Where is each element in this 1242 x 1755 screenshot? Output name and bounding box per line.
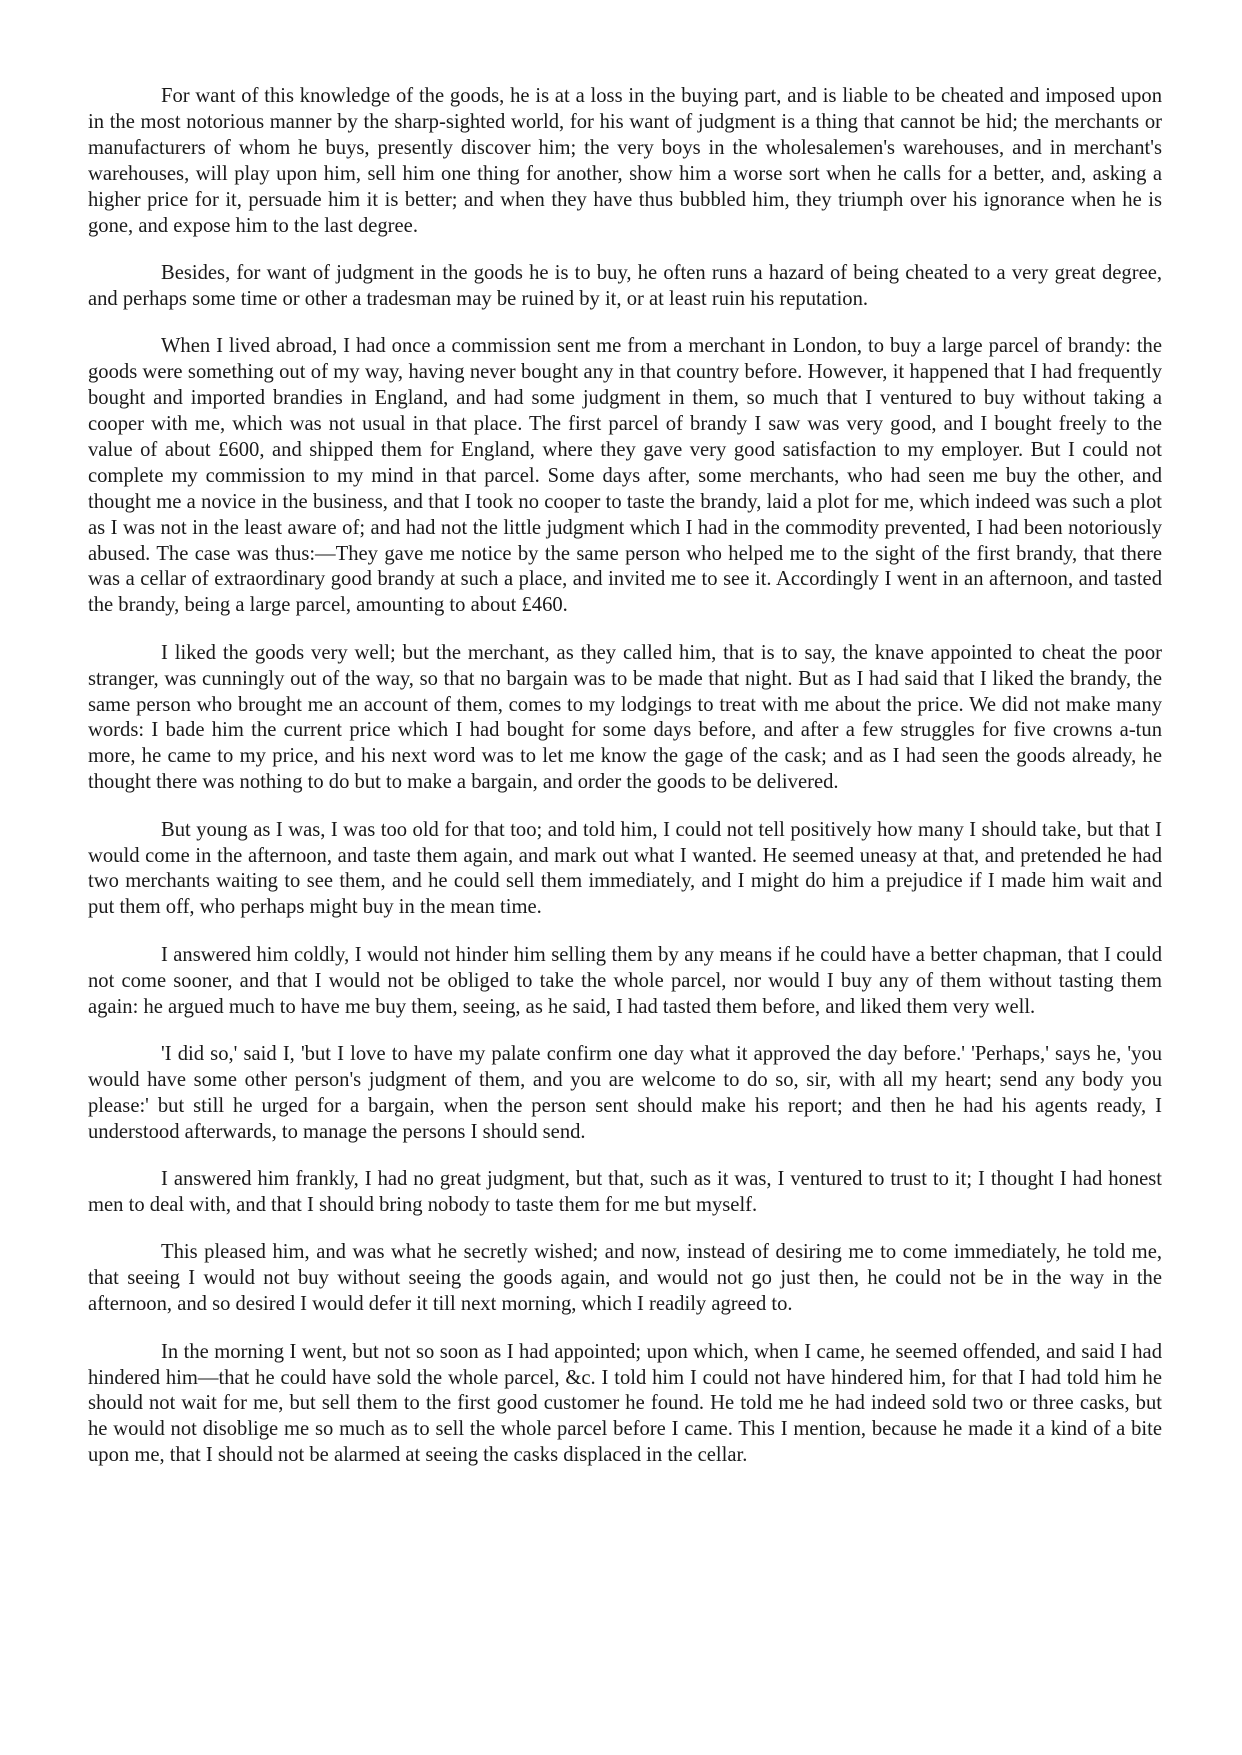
document-page	[88, 84, 1162, 1491]
paragraph-5: But young as I was, I was too old for that too; and told him, I could not tell positively how many I should take, but that I would come in the afternoon, and taste them again, and mark out what I wanted. He seemed uneasy at that, and pretended he had two merchants waiting to see them, and he could sell them immediately, and I might do him a prejudice if I made him wait and put them off, who perhaps might buy in the mean time.	[88, 818, 1162, 919]
paragraph-9: This pleased him, and was what he secretly wished; and now, instead of desiring me to come immediately, he told me, that seeing I would not buy without seeing the goods again, and would not go just then, he could not be in the way in the afternoon, and so desired I would defer it till next morning, which I readily agreed to.	[88, 1241, 1162, 1316]
paragraph-10: In the morning I went, but not so soon as I had appointed; upon which, when I came, he seemed offended, and said I had hindered him—that he could have sold the whole parcel, &c. I told him I could not have hindered him, for that I had told him he should not wait for me, but sell them to the first good customer he found. He told me he had indeed sold two or three casks, but he would not disoblige me so much as to sell the whole parcel before I came. This I mention, because he made it a kind of a bite upon me, that I should not be alarmed at seeing the casks displaced in the cellar.	[88, 1340, 1162, 1467]
paragraph-3: When I lived abroad, I had once a commission sent me from a merchant in London, to buy a large parcel of brandy: the goods were something out of my way, having never bought any in that country before. However, it happened that I had frequently bought and imported brandies in England, and had some judgment in them, so much that I ventured to buy without taking a cooper with me, which was not usual in that place. The first parcel of brandy I saw was very good, and I bought freely to the value of about £600, and shipped them for England, where they gave very good satisfaction to my employer. But I could not complete my commission to my mind in that parcel. Some days after, some merchants, who had seen me buy the other, and thought me a novice in the business, and that I took no cooper to taste the brandy, laid a plot for me, which indeed was such a plot as I was not in the least aware of; and had not the little judgment which I had in the commodity prevented, I had been notoriously abused. The case was thus:—They gave me notice by the same person who helped me to the sight of the first brandy, that there was a cellar of extraordinary good brandy at such a place, and invited me to see it. Accordingly I went in an afternoon, and tasted the brandy, being a large parcel, amounting to about £460.	[88, 335, 1162, 617]
paragraph-7: 'I did so,' said I, 'but I love to have my palate confirm one day what it approved the day before.' 'Perhaps,' says he, 'you would have some other person's judgment of them, and you are welcome to do so, sir, with all my heart; send any body you please:' but still he urged for a bargain, when the person sent should make his report; and then he had his agents ready, I understood afterwards, to manage the persons I should send.	[88, 1043, 1162, 1143]
paragraph-2: Besides, for want of judgment in the goods he is to buy, he often runs a hazard of being cheated to a very great degree, and perhaps some time or other a tradesman may be ruined by it, or at least ruin his reputation.	[88, 261, 1162, 310]
paragraph-1: For want of this knowledge of the goods, he is at a loss in the buying part, and is liable to be cheated and imposed upon in the most notorious manner by the sharp-sighted world, for his want of judgment is a thing that cannot be hid; the merchants or manufacturers of whom he buys, presently discover him; the very boys in the wholesalemen's warehouses, and in merchant's warehouses, will play upon him, sell him one thing for another, show him a worse sort when he calls for a better, and, asking a higher price for it, persuade him it is better; and when they have thus bubbled him, they triumph over his ignorance when he is gone, and expose him to the last degree.	[88, 85, 1162, 237]
paragraph-8: I answered him frankly, I had no great judgment, but that, such as it was, I ventured to trust to it; I thought I had honest men to deal with, and that I should bring nobody to taste them for me but myself.	[88, 1168, 1162, 1217]
paragraph-6: I answered him coldly, I would not hinder him selling them by any means if he could have a better chapman, that I could not come sooner, and that I would not be obliged to take the whole parcel, nor would I buy any of them without tasting them again: he argued much to have me buy them, seeing, as he said, I had tasted them before, and liked them very well.	[88, 943, 1162, 1018]
paragraph-4: I liked the goods very well; but the merchant, as they called him, that is to say, the knave appointed to cheat the poor stranger, was cunningly out of the way, so that no bargain was to be made that night. But as I had said that I liked the brandy, the same person who brought me an account of them, comes to my lodgings to treat with me about the price. We did not make many words: I bade him the current price which I had bought for some days before, and after a few struggles for five crowns a-tun more, he came to my price, and his next word was to let me know the gage of the cask; and as I had seen the goods already, he thought there was nothing to do but to make a bargain, and order the goods to be delivered.	[88, 641, 1162, 794]
